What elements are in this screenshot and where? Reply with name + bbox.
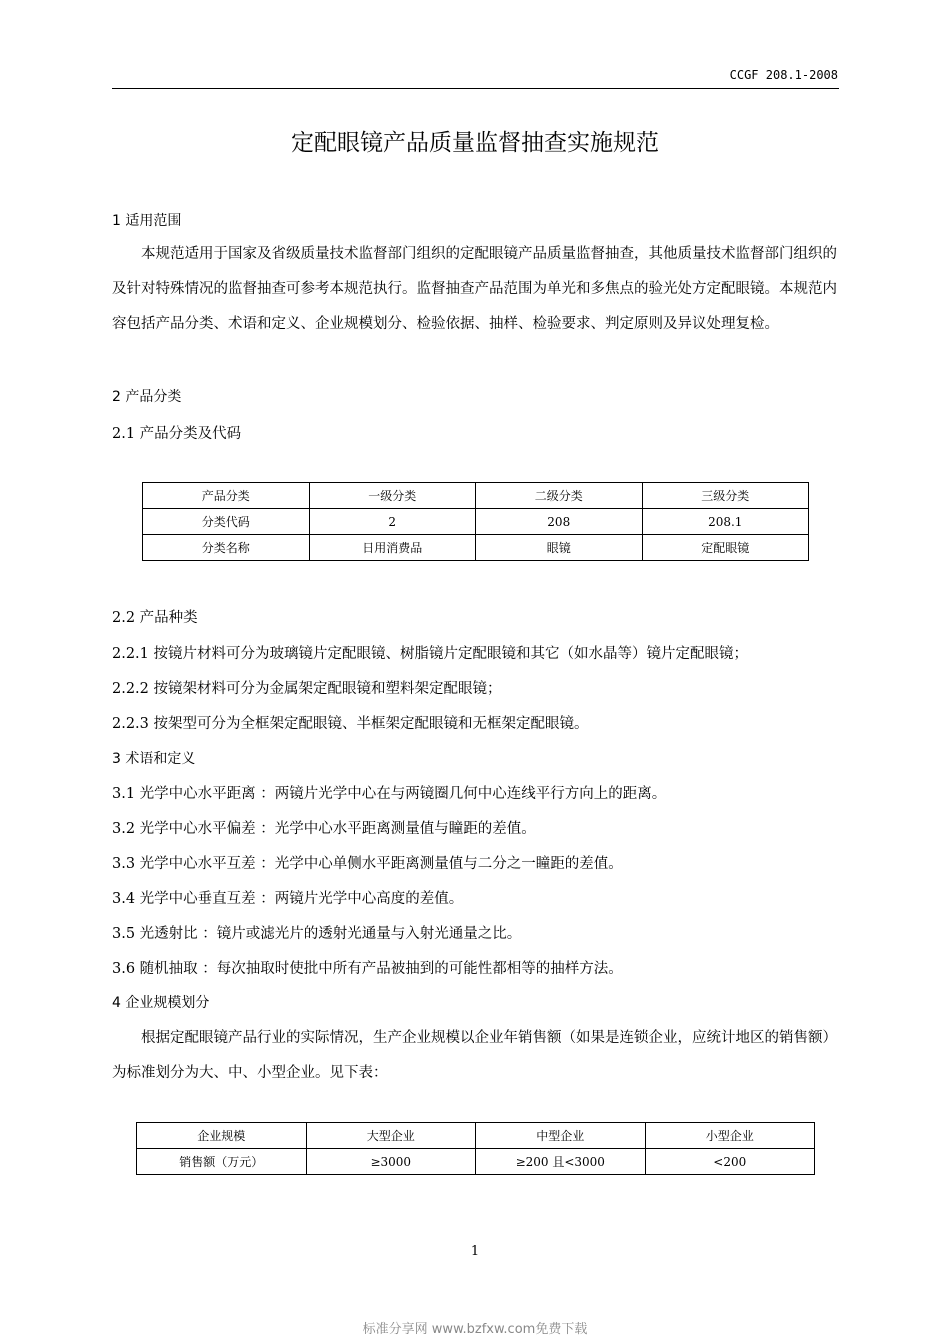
section-4-text: 根据定配眼镜产品行业的实际情况，生产企业规模以企业年销售额（如果是连锁企业，应统计地区的销售额）为标准划分为大、中、小型企业。见下表：: [112, 1030, 837, 1081]
table-cell: 二级分类: [476, 483, 643, 509]
section-3-heading: 3 术语和定义: [112, 751, 196, 767]
definition-item: 3.3 光学中心水平互差 ：光学中心单侧水平距离测量值与二分之一瞳距的差值。: [112, 856, 623, 872]
list-item: 2.2.1 按镜片材料可分为玻璃镜片定配眼镜、树脂镜片定配眼镜和其它（如水晶等）镜片定配眼镜；: [112, 646, 748, 662]
table-cell: 中型企业: [476, 1123, 646, 1149]
section-2-heading: 2 产品分类: [112, 389, 182, 405]
enterprise-scale-table: [136, 1122, 815, 1175]
table-cell: 产品分类: [143, 483, 310, 509]
table-cell: 三级分类: [642, 483, 809, 509]
list-item: 2.2.3 按架型可分为全框架定配眼镜、半框架定配眼镜和无框架定配眼镜。: [112, 716, 589, 732]
header-rule: [112, 88, 839, 89]
table-cell: 大型企业: [306, 1123, 476, 1149]
table-row: [137, 1123, 815, 1149]
table-cell: 销售额（万元）: [137, 1149, 307, 1175]
table-cell: ≥3000: [306, 1149, 476, 1175]
definition-item: 3.1 光学中心水平距离 ：两镜片光学中心在与两镜圈几何中心连线平行方向上的距离。: [112, 786, 667, 802]
document-code: CCGF 208.1-2008: [729, 68, 838, 82]
table-cell: 企业规模: [137, 1123, 307, 1149]
table-cell: 分类代码: [143, 509, 310, 535]
table-row: [137, 1149, 815, 1175]
section-2-2-heading: 2.2 产品种类: [112, 610, 198, 626]
section-4-paragraph: [112, 1021, 839, 1091]
definition-item: 3.2 光学中心水平偏差 ：光学中心水平距离测量值与瞳距的差值。: [112, 821, 536, 837]
table-cell: <200: [645, 1149, 815, 1175]
table-cell: 208: [476, 509, 643, 535]
table-cell: 分类名称: [143, 535, 310, 561]
table-cell: 眼镜: [476, 535, 643, 561]
classification-table: [142, 482, 809, 561]
table-cell: 2: [309, 509, 476, 535]
definition-item: 3.6 随机抽取 ：每次抽取时使批中所有产品被抽到的可能性都相等的抽样方法。: [112, 961, 623, 977]
table-row: [143, 483, 809, 509]
definition-item: 3.5 光透射比 ：镜片或滤光片的透射光通量与入射光通量之比。: [112, 926, 522, 942]
table-cell: 一级分类: [309, 483, 476, 509]
section-2-1-heading: 2.1 产品分类及代码: [112, 426, 242, 442]
table-cell: 日用消费品: [309, 535, 476, 561]
table-cell: 208.1: [642, 509, 809, 535]
definition-item: 3.4 光学中心垂直互差 ：两镜片光学中心高度的差值。: [112, 891, 464, 907]
footer-watermark: 标准分享网 www.bzfxw.com免费下载: [362, 1322, 588, 1337]
document-title: 定配眼镜产品质量监督抽查实施规范: [291, 130, 659, 156]
page-number: 1: [470, 1244, 480, 1259]
table-cell: 小型企业: [645, 1123, 815, 1149]
section-4-heading: 4 企业规模划分: [112, 995, 210, 1011]
table-row: [143, 535, 809, 561]
table-cell: 定配眼镜: [642, 535, 809, 561]
table-cell: ≥200 且<3000: [476, 1149, 646, 1175]
list-item: 2.2.2 按镜架材料可分为金属架定配眼镜和塑料架定配眼镜；: [112, 681, 502, 697]
table-row: [143, 509, 809, 535]
section-1-paragraph: [112, 237, 839, 342]
section-1-text: 本规范适用于国家及省级质量技术监督部门组织的定配眼镜产品质量监督抽查，其他质量技术监督部门组织的及针对特殊情况的监督抽查可参考本规范执行。监督抽查产品范围为单光和多焦点的验光处方定配眼镜。本规范内容包括产品分类、术语和定义、企业规模划分、检验依据、抽样、检验要求、判定原则及异议处理复检。: [112, 246, 837, 332]
section-1-heading: 1 适用范围: [112, 213, 182, 229]
